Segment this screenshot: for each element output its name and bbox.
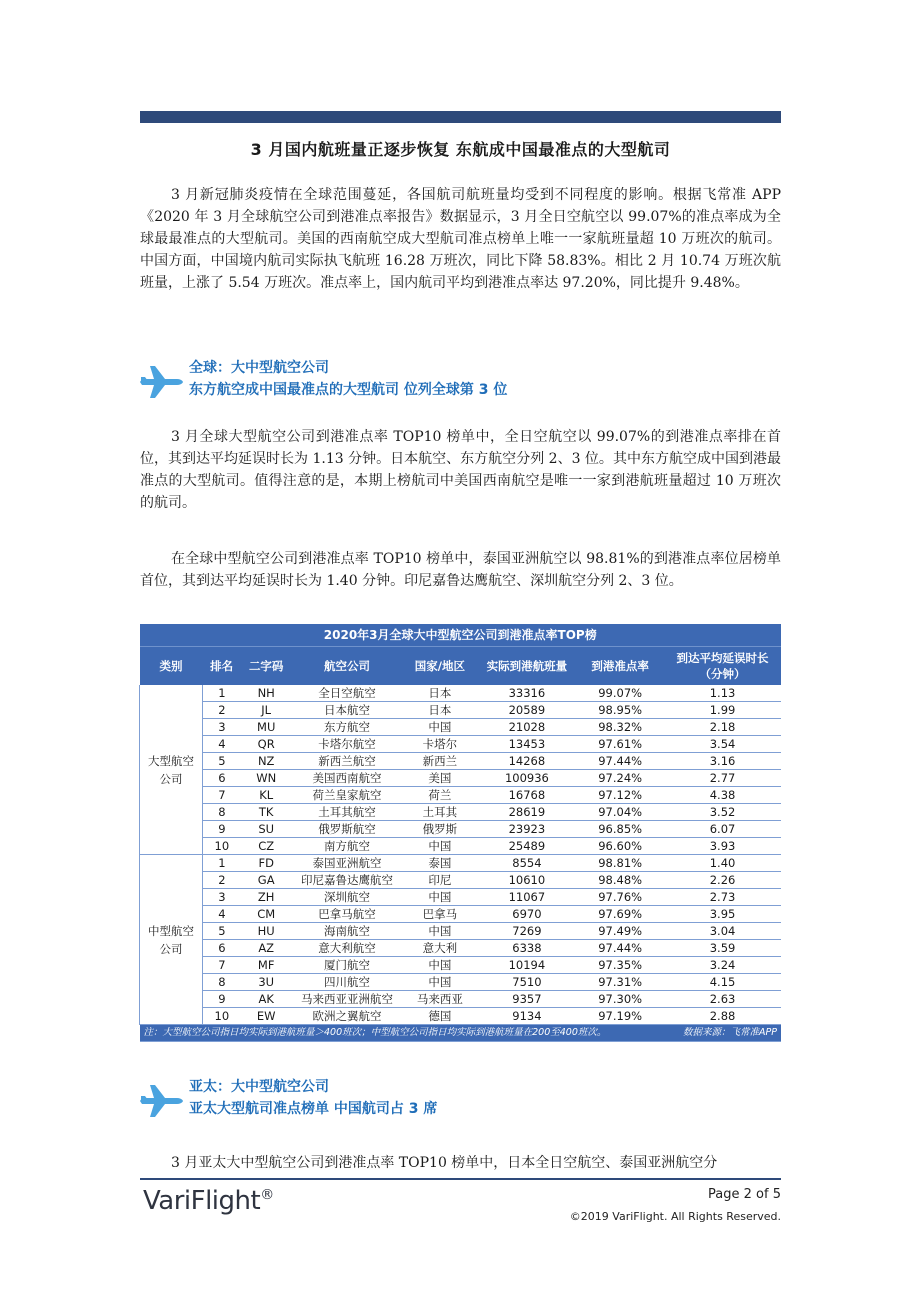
table-row	[140, 736, 782, 753]
table-cell: 2.77	[664, 770, 781, 787]
table-row	[140, 974, 782, 991]
table-cell: 96.85%	[576, 821, 664, 838]
table-cell: 97.49%	[576, 923, 664, 940]
table-cell: 东方航空	[292, 719, 402, 736]
table-cell: 3.95	[664, 906, 781, 923]
table-cell: 2	[203, 702, 241, 719]
table-cell: HU	[241, 923, 292, 940]
table-note-bar	[140, 1025, 782, 1042]
table-cell: 中国	[402, 974, 477, 991]
category-cell: 大型航空 公司	[140, 685, 203, 855]
table-cell: 8	[203, 804, 241, 821]
table-body	[140, 685, 782, 1025]
table-cell: SU	[241, 821, 292, 838]
table-cell: 3.04	[664, 923, 781, 940]
table-cell: 98.48%	[576, 872, 664, 889]
table-cell: 泰国	[402, 855, 477, 872]
table-cell: 印尼	[402, 872, 477, 889]
table-cell: 南方航空	[292, 838, 402, 855]
table-cell: 四川航空	[292, 974, 402, 991]
table-row	[140, 957, 782, 974]
table-cell: 中国	[402, 923, 477, 940]
header-bar	[140, 111, 781, 123]
table-cell: 97.44%	[576, 940, 664, 957]
intro-paragraph: 3 月新冠肺炎疫情在全球范围蔓延，各国航司航班量均受到不同程度的影响。根据飞常准 APP《2020 年 3 月全球航空公司到港准点率报告》数据显示，3 月全日空航空以 99.07%的准点率成为全球最最准点的大型航司。美国的西南航空成大型航司准点榜单上唯一一家航班量超 10 万班次的航司。中国方面，中国境内航司实际执飞航班 16.28 万班次，同比下降 58.83%。相比 2 月 10.74 万班次航班量，上涨了 5.54 万班次。准点率上，国内航司平均到港准点率达 97.20%，同比提升 9.48%。	[140, 187, 781, 291]
table-cell: GA	[241, 872, 292, 889]
table-cell: 马来西亚亚洲航空	[292, 991, 402, 1008]
large-airlines-paragraph: 3 月全球大型航空公司到港准点率 TOP10 榜单中，全日空航空以 99.07%的到港准点率排在首位，其到达平均延误时长为 1.13 分钟。日本航空、东方航空分列 2、3 位。其中东方航空成中国到港最准点的大型航司。值得注意的是，本期上榜航司中美国西南航空是唯一一家到港航班量超过 10 万班次的航司。	[140, 429, 781, 511]
table-cell: 11067	[478, 889, 577, 906]
table-cell: 28619	[478, 804, 577, 821]
table-cell: 俄罗斯	[402, 821, 477, 838]
table-cell: 3U	[241, 974, 292, 991]
table-cell: 7	[203, 787, 241, 804]
table-cell: 3.59	[664, 940, 781, 957]
table-cell: MU	[241, 719, 292, 736]
table-cell: 2.18	[664, 719, 781, 736]
table-cell: JL	[241, 702, 292, 719]
table-cell: 10194	[478, 957, 577, 974]
table-cell: 日本	[402, 702, 477, 719]
table-cell: 卡塔尔	[402, 736, 477, 753]
table-cell: 20589	[478, 702, 577, 719]
section-subheading: 亚太大型航司准点榜单 中国航司占 3 席	[189, 1101, 438, 1117]
table-cell: 1	[203, 855, 241, 872]
table-cell: 98.81%	[576, 855, 664, 872]
column-header: 类别	[140, 647, 203, 686]
table-cell: 印尼嘉鲁达鹰航空	[292, 872, 402, 889]
table-cell: 中国	[402, 838, 477, 855]
table-cell: 土耳其	[402, 804, 477, 821]
table-cell: 9357	[478, 991, 577, 1008]
table-cell: ZH	[241, 889, 292, 906]
table-cell: 3.54	[664, 736, 781, 753]
table-cell: 10610	[478, 872, 577, 889]
table-cell: 13453	[478, 736, 577, 753]
ranking-table	[139, 624, 781, 1042]
table-cell: 4.38	[664, 787, 781, 804]
column-header: 二字码	[241, 647, 292, 686]
table-cell: 海南航空	[292, 923, 402, 940]
table-cell: 德国	[402, 1008, 477, 1025]
table-cell: KL	[241, 787, 292, 804]
table-cell: 9134	[478, 1008, 577, 1025]
table-cell: 97.04%	[576, 804, 664, 821]
table-cell: 3.52	[664, 804, 781, 821]
column-header: 排名	[203, 647, 241, 686]
table-row	[140, 906, 782, 923]
table-cell: 全日空航空	[292, 685, 402, 702]
table-row	[140, 872, 782, 889]
table-cell: 4	[203, 736, 241, 753]
section-global	[140, 356, 781, 416]
table-row	[140, 685, 782, 702]
airplane-icon	[140, 360, 184, 404]
footer-line	[140, 1178, 781, 1180]
table-cell: 97.69%	[576, 906, 664, 923]
table-cell: 6970	[478, 906, 577, 923]
table-cell: 3	[203, 889, 241, 906]
table-cell: MF	[241, 957, 292, 974]
section-asia-pacific	[140, 1075, 781, 1135]
table-cell: 新西兰航空	[292, 753, 402, 770]
table-cell: 中国	[402, 719, 477, 736]
registered-mark: ®	[260, 1187, 274, 1203]
table-cell: 25489	[478, 838, 577, 855]
table-cell: 3.16	[664, 753, 781, 770]
table-cell: 中国	[402, 889, 477, 906]
table-cell: 2.73	[664, 889, 781, 906]
column-header: 航空公司	[292, 647, 402, 686]
table-cell: 泰国亚洲航空	[292, 855, 402, 872]
table-cell: 9	[203, 821, 241, 838]
table-cell: 深圳航空	[292, 889, 402, 906]
table-cell: CZ	[241, 838, 292, 855]
table-cell: 3	[203, 719, 241, 736]
table-cell: 98.95%	[576, 702, 664, 719]
table-cell: 新西兰	[402, 753, 477, 770]
section-heading: 全球：大中型航空公司	[189, 360, 329, 376]
table-cell: CM	[241, 906, 292, 923]
table-cell: 97.76%	[576, 889, 664, 906]
column-header: 实际到港航班量	[478, 647, 577, 686]
table-cell: 日本航空	[292, 702, 402, 719]
table-row	[140, 702, 782, 719]
table-cell: 97.30%	[576, 991, 664, 1008]
table-cell: 1.13	[664, 685, 781, 702]
table-cell: 96.60%	[576, 838, 664, 855]
table-cell: 7269	[478, 923, 577, 940]
table-cell: 1.99	[664, 702, 781, 719]
table-cell: AK	[241, 991, 292, 1008]
table-cell: 荷兰皇家航空	[292, 787, 402, 804]
table-row	[140, 787, 782, 804]
table-cell: AZ	[241, 940, 292, 957]
table-cell: 马来西亚	[402, 991, 477, 1008]
variflight-logo	[143, 1186, 274, 1216]
column-header: 国家/地区	[402, 647, 477, 686]
table-cell: 6	[203, 940, 241, 957]
table-cell: 9	[203, 991, 241, 1008]
table-cell: 6.07	[664, 821, 781, 838]
table-cell: 厦门航空	[292, 957, 402, 974]
category-cell: 中型航空 公司	[140, 855, 203, 1025]
table-cell: 21028	[478, 719, 577, 736]
table-cell: 3.24	[664, 957, 781, 974]
table-note: 注：大型航空公司指日均实际到港航班量＞400班次；中型航空公司指日均实际到港航班量在200至400班次。	[143, 1027, 607, 1038]
table-cell: NZ	[241, 753, 292, 770]
table-row	[140, 838, 782, 855]
table-row	[140, 804, 782, 821]
table-cell: 意大利航空	[292, 940, 402, 957]
table-cell: 1	[203, 685, 241, 702]
table-cell: 4.15	[664, 974, 781, 991]
table-cell: 荷兰	[402, 787, 477, 804]
table-cell: 97.44%	[576, 753, 664, 770]
table-cell: TK	[241, 804, 292, 821]
data-source: 数据来源：飞常准APP	[683, 1027, 777, 1038]
table-cell: 3.93	[664, 838, 781, 855]
table-cell: EW	[241, 1008, 292, 1025]
table-cell: 6338	[478, 940, 577, 957]
table-row	[140, 940, 782, 957]
table-cell: 美国西南航空	[292, 770, 402, 787]
table-cell: 97.31%	[576, 974, 664, 991]
column-header: 到达平均延误时长 （分钟）	[664, 647, 781, 686]
ranking-table-wrapper	[139, 624, 781, 1042]
table-header-row	[140, 647, 782, 686]
table-cell: 7510	[478, 974, 577, 991]
table-cell: 99.07%	[576, 685, 664, 702]
table-cell: QR	[241, 736, 292, 753]
table-cell: NH	[241, 685, 292, 702]
table-cell: 2.88	[664, 1008, 781, 1025]
table-cell: 8554	[478, 855, 577, 872]
table-row	[140, 991, 782, 1008]
table-cell: 7	[203, 957, 241, 974]
table-cell: 6	[203, 770, 241, 787]
table-cell: 巴拿马	[402, 906, 477, 923]
table-row	[140, 855, 782, 872]
table-cell: 4	[203, 906, 241, 923]
table-cell: 巴拿马航空	[292, 906, 402, 923]
table-cell: 日本	[402, 685, 477, 702]
table-row	[140, 753, 782, 770]
page-title: 3 月国内航班量正逐步恢复 东航成中国最准点的大型航司	[250, 140, 671, 159]
table-cell: 97.61%	[576, 736, 664, 753]
table-row	[140, 770, 782, 787]
table-cell: 10	[203, 1008, 241, 1025]
table-cell: 97.24%	[576, 770, 664, 787]
table-cell: 97.12%	[576, 787, 664, 804]
table-cell: 100936	[478, 770, 577, 787]
table-row	[140, 923, 782, 940]
asia-paragraph: 3 月亚太大中型航空公司到港准点率 TOP10 榜单中，日本全日空航空、泰国亚洲航空分	[171, 1155, 718, 1171]
table-cell: 2.63	[664, 991, 781, 1008]
column-header: 到港准点率	[576, 647, 664, 686]
table-cell: 2.26	[664, 872, 781, 889]
table-cell: 2	[203, 872, 241, 889]
table-row	[140, 821, 782, 838]
section-heading: 亚太：大中型航空公司	[189, 1079, 329, 1095]
table-cell: 中国	[402, 957, 477, 974]
table-cell: 97.35%	[576, 957, 664, 974]
table-cell: WN	[241, 770, 292, 787]
table-cell: 10	[203, 838, 241, 855]
table-row	[140, 719, 782, 736]
section-subheading: 东方航空成中国最准点的大型航司 位列全球第 3 位	[189, 382, 508, 398]
table-cell: 欧洲之翼航空	[292, 1008, 402, 1025]
table-cell: 1.40	[664, 855, 781, 872]
table-cell: 14268	[478, 753, 577, 770]
table-cell: 俄罗斯航空	[292, 821, 402, 838]
table-cell: 土耳其航空	[292, 804, 402, 821]
airplane-icon	[140, 1079, 184, 1123]
table-title: 2020年3月全球大中型航空公司到港准点率TOP榜	[140, 624, 782, 647]
table-cell: 卡塔尔航空	[292, 736, 402, 753]
table-cell: 33316	[478, 685, 577, 702]
table-cell: 美国	[402, 770, 477, 787]
copyright: ©2019 VariFlight. All Rights Reserved.	[569, 1210, 781, 1223]
table-row	[140, 1008, 782, 1025]
table-cell: 97.19%	[576, 1008, 664, 1025]
table-cell: 16768	[478, 787, 577, 804]
table-cell: 23923	[478, 821, 577, 838]
table-cell: FD	[241, 855, 292, 872]
table-cell: 98.32%	[576, 719, 664, 736]
table-cell: 意大利	[402, 940, 477, 957]
table-cell: 5	[203, 923, 241, 940]
table-cell: 5	[203, 753, 241, 770]
logo-text: VariFlight	[143, 1186, 261, 1216]
medium-airlines-paragraph: 在全球中型航空公司到港准点率 TOP10 榜单中，泰国亚洲航空以 98.81%的到港准点率位居榜单首位，其到达平均延误时长为 1.40 分钟。印尼嘉鲁达鹰航空、深圳航空分列 2、3 位。	[140, 551, 781, 589]
page-number: Page 2 of 5	[708, 1187, 781, 1202]
table-cell: 8	[203, 974, 241, 991]
table-row	[140, 889, 782, 906]
